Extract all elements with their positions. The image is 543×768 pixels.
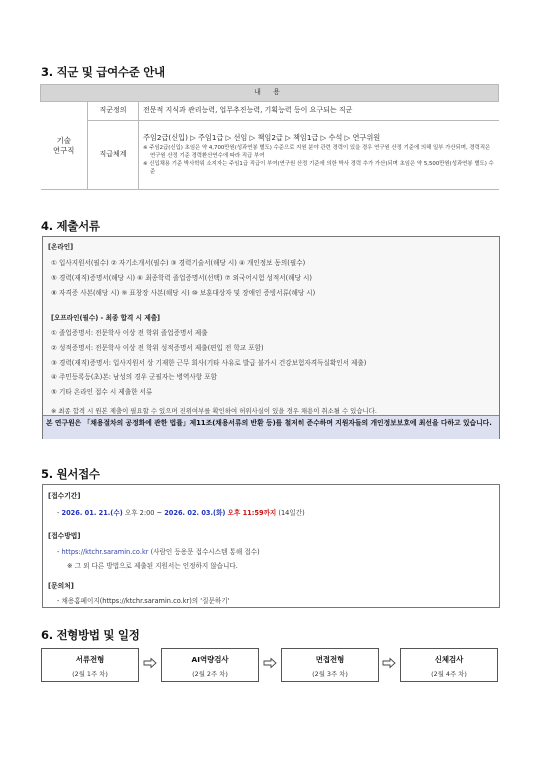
grade-note-2: ※ 신입채용 기준 박사학위 소지자는 주임1급 직급이 부여(연구원 산정 기준에 의한 박사 경력 추가 가산)되며 초임은 약 5,500만원(성과연봉 별도) 수준	[143, 161, 494, 176]
method-dash: -	[57, 548, 60, 556]
online-heading: [온라인]	[48, 243, 74, 251]
method-description: (사람인 등용문 접수시스템 통해 접수)	[150, 548, 260, 556]
row-label-definition: 직군정의	[88, 102, 139, 121]
step-medical-check	[400, 648, 498, 682]
arrow-right-icon	[263, 657, 277, 669]
grade-note-1: ※ 주임2급(신입) 초임은 약 4,700만원(성과연봉 별도) 수준으로 지원 분야 관련 경력이 있을 경우 연구원 산정 기준에 의해 일부 가산되며, 경력직은 연구원 산정 기준 경력환산연수에 따라 직급 부여	[143, 145, 491, 160]
arrow-right-icon	[382, 657, 396, 669]
job-group-table	[40, 84, 499, 190]
privacy-notice: 본 연구원은 「채용절차의 공정화에 관한 법률」제11조(채용서류의 반환 등)를 철저히 준수하며 지원자들의 개인정보보호에 최선을 다하고 있습니다.	[43, 415, 499, 439]
section-3-title: 3. 직군 및 급여수준 안내	[41, 65, 165, 79]
period-start-date: 2026. 01. 21.(수)	[61, 509, 123, 517]
step-period: (2월 3주 차)	[312, 670, 348, 678]
method-note: ※ 그 외 다른 방법으로 제출된 지원서는 인정하지 않습니다.	[67, 562, 238, 570]
period-end-time: 오후 11:59까지	[227, 509, 277, 517]
application-link[interactable]: https://ktchr.saramin.co.kr	[61, 548, 149, 556]
method-heading: [접수방법]	[48, 532, 81, 540]
offline-line: ⑤ 기타 온라인 접수 시 제출한 서류	[51, 388, 153, 396]
period-days: (14일간)	[278, 509, 305, 517]
grade-system-cell	[139, 121, 499, 190]
section-4-title: 4. 제출서류	[41, 219, 100, 233]
step-name: AI역량검사	[191, 655, 229, 664]
period-heading: [접수기간]	[48, 492, 81, 500]
offline-heading: [오프라인(필수) - 최종 합격 시 제출]	[51, 314, 161, 322]
application-box	[42, 484, 500, 608]
period-end-date: 2026. 02. 03.(화)	[164, 509, 226, 517]
period-start-time: 오후 2:00 ~	[124, 509, 163, 517]
online-line: ⑧ 자격증 사본(해당 시) ⑨ 표창장 사본(해당 시) ⑩ 보훈대상자 및 장애인 증빙서류(해당 시)	[51, 289, 316, 297]
row-label-grade-system: 직급체계	[88, 121, 139, 190]
step-interview	[281, 648, 379, 682]
job-group-cell: 기술 연구직	[41, 102, 88, 190]
offline-line: ③ 경력(재직)증명서: 입사지원서 상 기재한 근무 회사(기타 사유로 발급 불가시 건강보험자격득실확인서 제출)	[51, 359, 367, 367]
step-name: 면접전형	[315, 655, 345, 664]
offline-line: ① 졸업증명서: 전문학사 이상 전 학위 졸업증명서 제출	[51, 329, 208, 337]
step-period: (2월 1주 차)	[72, 670, 108, 678]
section-5-title: 5. 원서접수	[41, 467, 100, 481]
contact-text: - 채용홈페이지(https://ktchr.saramin.co.kr)의 '질문하기'	[57, 597, 230, 605]
grade-ladder: 주임2급(신입) ▷ 주임1급 ▷ 선임 ▷ 책임2급 ▷ 책임1급 ▷ 수석 ▷ 연구위원	[143, 133, 381, 143]
contact-heading: [문의처]	[48, 582, 74, 590]
offline-line: ② 성적증명서: 전문학사 이상 전 학위 성적증명서 제출(편입 전 학교 포함)	[51, 344, 264, 352]
period-dash: -	[57, 509, 60, 517]
period-line	[57, 507, 305, 517]
online-line: ① 입사지원서(필수) ② 자기소개서(필수) ③ 경력기술서(해당 시) ④ 개인정보 동의(필수)	[51, 259, 306, 267]
section-6-title: 6. 전형방법 및 일정	[41, 628, 140, 642]
step-period: (2월 2주 차)	[192, 670, 228, 678]
step-ai-assessment	[161, 648, 259, 682]
table-header: 내 용	[41, 85, 499, 102]
step-document-screening	[41, 648, 139, 682]
document-warning: ※ 최종 합격 시 원본 제출이 필요할 수 있으며 진위여부를 확인하여 허위사실이 있을 경우 채용이 취소될 수 있습니다.	[51, 407, 377, 415]
offline-line: ④ 주민등록등(초)본: 남성의 경우 군필자는 병역사항 포함	[51, 373, 217, 381]
step-name: 신체검사	[434, 655, 464, 664]
step-name: 서류전형	[75, 655, 105, 664]
method-line	[57, 546, 260, 556]
row-definition-text: 전문적 지식과 관리능력, 업무추진능력, 기획능력 등이 요구되는 직군	[139, 102, 499, 121]
arrow-right-icon	[143, 657, 157, 669]
documents-box	[42, 236, 500, 439]
online-line: ⑤ 경력(재직)증명서(해당 시) ⑥ 최종학력 졸업증명서(선택) ⑦ 외국어시험 성적서(해당 시)	[51, 274, 313, 282]
step-period: (2월 4주 차)	[431, 670, 467, 678]
